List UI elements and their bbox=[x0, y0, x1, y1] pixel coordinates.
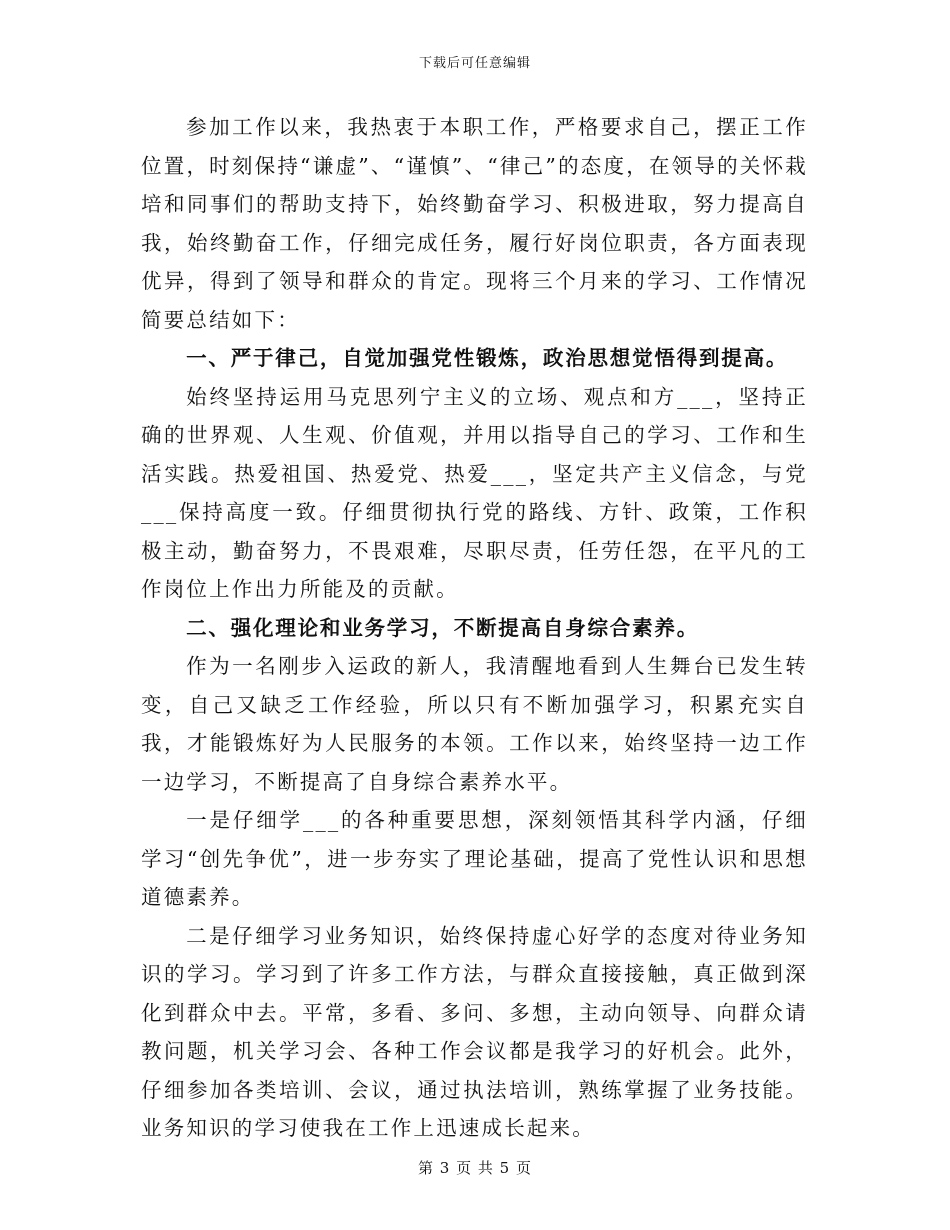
document-body bbox=[141, 108, 808, 1148]
page-footer: 第 3 页 共 5 页 bbox=[418, 1159, 532, 1177]
section-heading-2: 二、强化理论和业务学习，不断提高自身综合素养。 bbox=[186, 615, 699, 640]
section-2-paragraph: 作为一名刚步入运政的新人，我清醒地看到人生舞台已发生转变，自己又缺乏工作经验，所以只有不断加强学习，积累充实自我，才能锻炼好为人民服务的本领。工作以来，始终坚持一边工作一边学习，不断提高了自身综合素养水平。 bbox=[141, 654, 808, 794]
intro-paragraph: 参加工作以来，我热衷于本职工作，严格要求自己，摆正工作位置，时刻保持“谦虚”、“谨慎”、“律己”的态度，在领导的关怀栽培和同事们的帮助支持下，始终勤奋学习、积极进取，努力提高自我，始终勤奋工作，仔细完成任务，履行好岗位职责，各方面表现优异，得到了领导和群众的肯定。现将三个月来的学习、工作情况简要总结如下： bbox=[141, 115, 808, 332]
section-2-point-1: 一是仔细学___的各种重要思想，深刻领悟其科学内涵，仔细学习“创先争优”，进一步夯实了理论基础，提高了党性认识和思想道德素养。 bbox=[141, 808, 808, 909]
section-heading-1: 一、严于律己，自觉加强党性锻炼，政治思想觉悟得到提高。 bbox=[186, 346, 789, 370]
section-1-paragraph: 始终坚持运用马克思列宁主义的立场、观点和方___，坚持正确的世界观、人生观、价值观，并用以指导自己的学习、工作和生活实践。热爱祖国、热爱党、热爱___，坚定共产主义信念，与党___保持高度一致。仔细贯彻执行党的路线、方针、政策，工作积极主动，勤奋努力，不畏艰难，尽职尽责，任劳任怨，在平凡的工作岗位上作出力所能及的贡献。 bbox=[141, 384, 808, 601]
section-2-point-2: 二是仔细学习业务知识，始终保持虚心好学的态度对待业务知识的学习。学习到了许多工作方法，与群众直接接触，真正做到深化到群众中去。平常，多看、多问、多想，主动向领导、向群众请教问题，机关学习会、各种工作会议都是我学习的好机会。此外，仔细参加各类培训、会议，通过执法培训，熟练掌握了业务技能。业务知识的学习使我在工作上迅速成长起来。 bbox=[141, 923, 808, 1140]
page-header: 下载后可任意编辑 bbox=[418, 56, 531, 71]
